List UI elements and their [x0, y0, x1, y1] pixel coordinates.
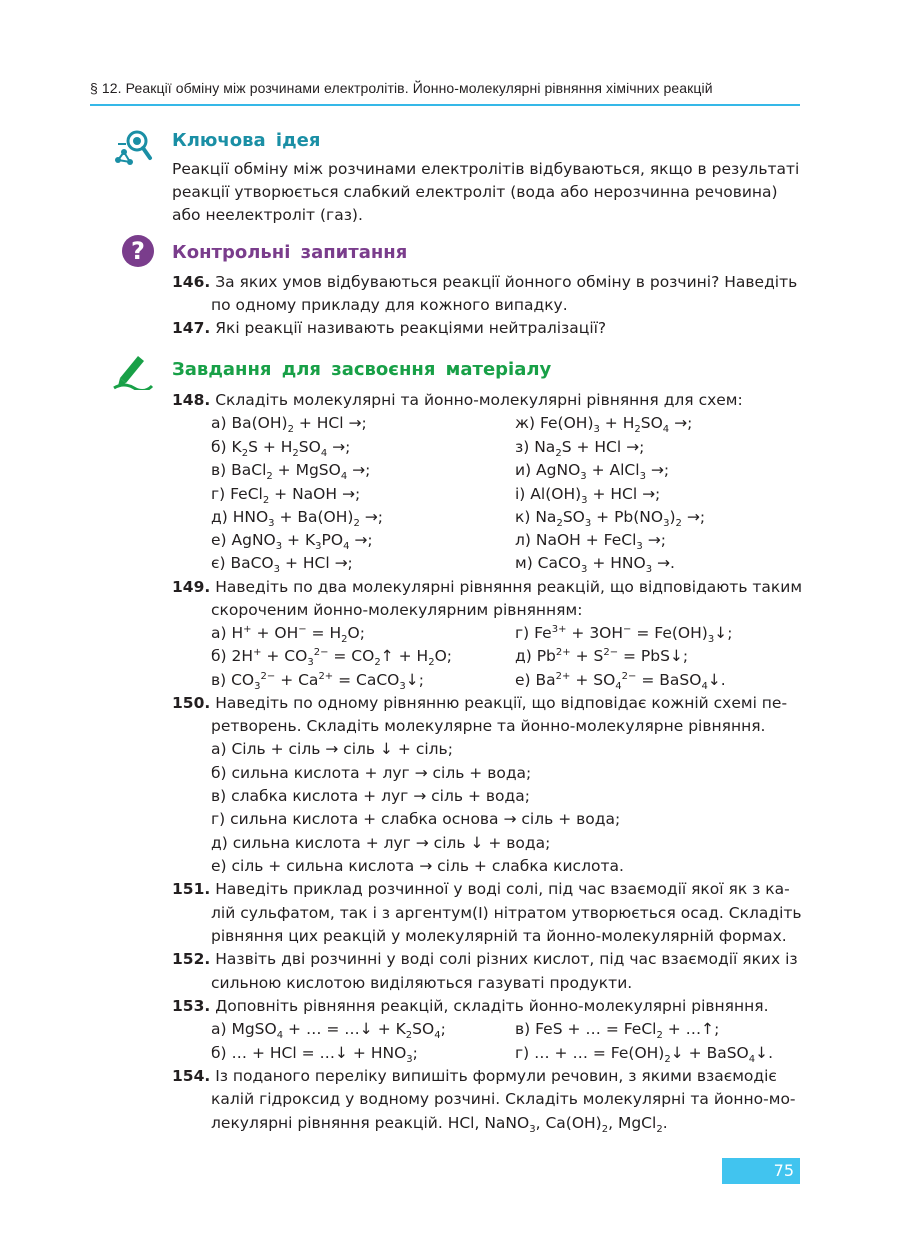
- question-icon: [121, 234, 155, 268]
- task-149: 149. Наведіть по два молекулярні рівняння реакцій, що відповідають таким: [172, 578, 803, 596]
- formula-item: б) … + HCl = …↓ + $HNO_3$;: [211, 1044, 418, 1066]
- task-150-cont: ретворень. Складіть молекулярне та йонно-молекулярне рівняння.: [211, 717, 766, 735]
- formula-item: ж) $Fe(OH)_3 + H_2SO_4$ →;: [515, 414, 693, 436]
- formula-item: г) $Fe^{3+} + 3OH^-$ = $Fe(OH)_3↓$;: [515, 623, 733, 646]
- page-number: 75: [722, 1158, 800, 1184]
- list-item: а) Сіль + сіль → сіль ↓ + сіль;: [211, 740, 453, 758]
- formula-item: е) $Ba^{2+} + SO_4^{2-}$ = BaSO$_4$↓.: [515, 670, 726, 693]
- formula-item: в) $CO_3^{2-} + Ca^{2+}$ = CaCO$_3$↓;: [211, 670, 424, 693]
- task-151-cont: рівняння цих реакцій у молекулярній та йонно-молекулярній формах.: [211, 927, 787, 945]
- formula-item: е) AgNO$_3$ + $K_3PO_4$ →;: [211, 531, 373, 553]
- formula-item: к) $Na_2SO_3 + Pb(NO_3)_2$ →;: [515, 508, 706, 530]
- formula-item: л) NaOH + FeCl$_3$ →;: [515, 531, 666, 553]
- task-154-cont: лекулярні рівняння реакцій. HCl, NaNO$_3$, $Ca(OH)_2$, MgCl$_2$.: [211, 1114, 668, 1136]
- formula-item: д) $Pb^{2+} + S^{2-}$ = PbS↓;: [515, 646, 689, 665]
- list-item: г) сильна кислота + слабка основа → сіль + вода;: [211, 810, 621, 828]
- formula-item: б) $K_2S + H_2SO_4$ →;: [211, 438, 351, 460]
- formula-item: г) … + … = $Fe(OH)_2↓$ + BaSO$_4$↓.: [515, 1044, 774, 1066]
- task-153: 153. Доповніть рівняння реакцій, складіть йонно-молекулярні рівняння.: [172, 997, 769, 1015]
- tasks-title: Завдання для засвоєння матеріалу: [172, 359, 552, 380]
- formula-item: б) $2H^+ + CO_3^{2-}$ = $CO_2↑ + H_2O$;: [211, 646, 452, 669]
- formula-item: и) AgNO$_3$ + AlCl$_3$ →;: [515, 461, 670, 483]
- question-146-cont: по одному прикладу для кожного випадку.: [211, 296, 568, 314]
- task-151-cont: лій сульфатом, так і з аргентум(І) нітратом утворюється осад. Складіть: [211, 904, 802, 922]
- question-147: 147. Які реакції називають реакціями нейтралізації?: [172, 319, 607, 337]
- header-rule: [90, 104, 800, 106]
- running-header: § 12. Реакції обміну між розчинами електролітів. Йонно-молекулярні рівняння хімічних реакцій: [90, 80, 713, 96]
- task-154: 154. Із поданого переліку випишіть формули речовин, з якими взаємодіє: [172, 1067, 777, 1085]
- magnifier-icon: [112, 128, 154, 170]
- key-idea-title: Ключова ідея: [172, 130, 321, 151]
- key-idea-text: Реакції обміну між розчинами електролітів відбуваються, якщо в результаті реакції утворюється слабкий електроліт (вода або нерозчинна речовина) або неелектроліт (газ).: [172, 160, 800, 224]
- formula-item: а) $H^+ + OH^- = H_2O$;: [211, 623, 365, 646]
- task-152-cont: сильною кислотою виділяються газуваті продукти.: [211, 974, 633, 992]
- task-154-cont: калій гідроксид у водному розчині. Складіть молекулярні та йонно-мо-: [211, 1090, 796, 1108]
- formula-item: д) $HNO_3 + Ba(OH)_2$ →;: [211, 508, 383, 530]
- list-item: в) слабка кислота + луг → сіль + вода;: [211, 787, 530, 805]
- formula-item: в) BaCl$_2$ + MgSO$_4$ →;: [211, 461, 371, 483]
- formula-item: є) BaCO$_3$ + HCl →;: [211, 554, 353, 576]
- task-151: 151. Наведіть приклад розчинної у воді солі, під час взаємодії якої як з ка-: [172, 880, 790, 898]
- formula-item: м) CaCO$_3$ + $HNO_3$ →.: [515, 554, 675, 576]
- formula-item: з) $Na_2S$ + HCl →;: [515, 438, 645, 460]
- question-146: 146. За яких умов відбуваються реакції йонного обміну в розчині? Наведіть: [172, 273, 798, 291]
- svg-text:?: ?: [131, 237, 145, 265]
- list-item: е) сіль + сильна кислота → сіль + слабка кислота.: [211, 857, 624, 875]
- formula-item: а) $Ba(OH)_2$ + HCl →;: [211, 414, 367, 436]
- pencil-icon: [110, 350, 154, 390]
- formula-item: в) FeS + … = FeCl$_2$ + …↑;: [515, 1020, 720, 1042]
- task-152: 152. Назвіть дві розчинні у воді солі різних кислот, під час взаємодії яких із: [172, 950, 798, 968]
- formula-item: г) FeCl$_2$ + NaOH →;: [211, 485, 361, 507]
- list-item: д) сильна кислота + луг → сіль ↓ + вода;: [211, 834, 551, 852]
- control-title: Контрольні запитання: [172, 242, 408, 263]
- formula-item: а) MgSO$_4$ + … = …↓ + $K_2SO_4$;: [211, 1020, 446, 1042]
- formula-item: і) $Al(OH)_3$ + HCl →;: [515, 485, 661, 507]
- task-149-cont: скороченим йонно-молекулярним рівнянням:: [211, 601, 583, 619]
- task-150: 150. Наведіть по одному рівнянню реакції, що відповідає кожній схемі пе-: [172, 694, 788, 712]
- list-item: б) сильна кислота + луг → сіль + вода;: [211, 764, 532, 782]
- task-148: 148. Складіть молекулярні та йонно-молекулярні рівняння для схем:: [172, 391, 743, 409]
